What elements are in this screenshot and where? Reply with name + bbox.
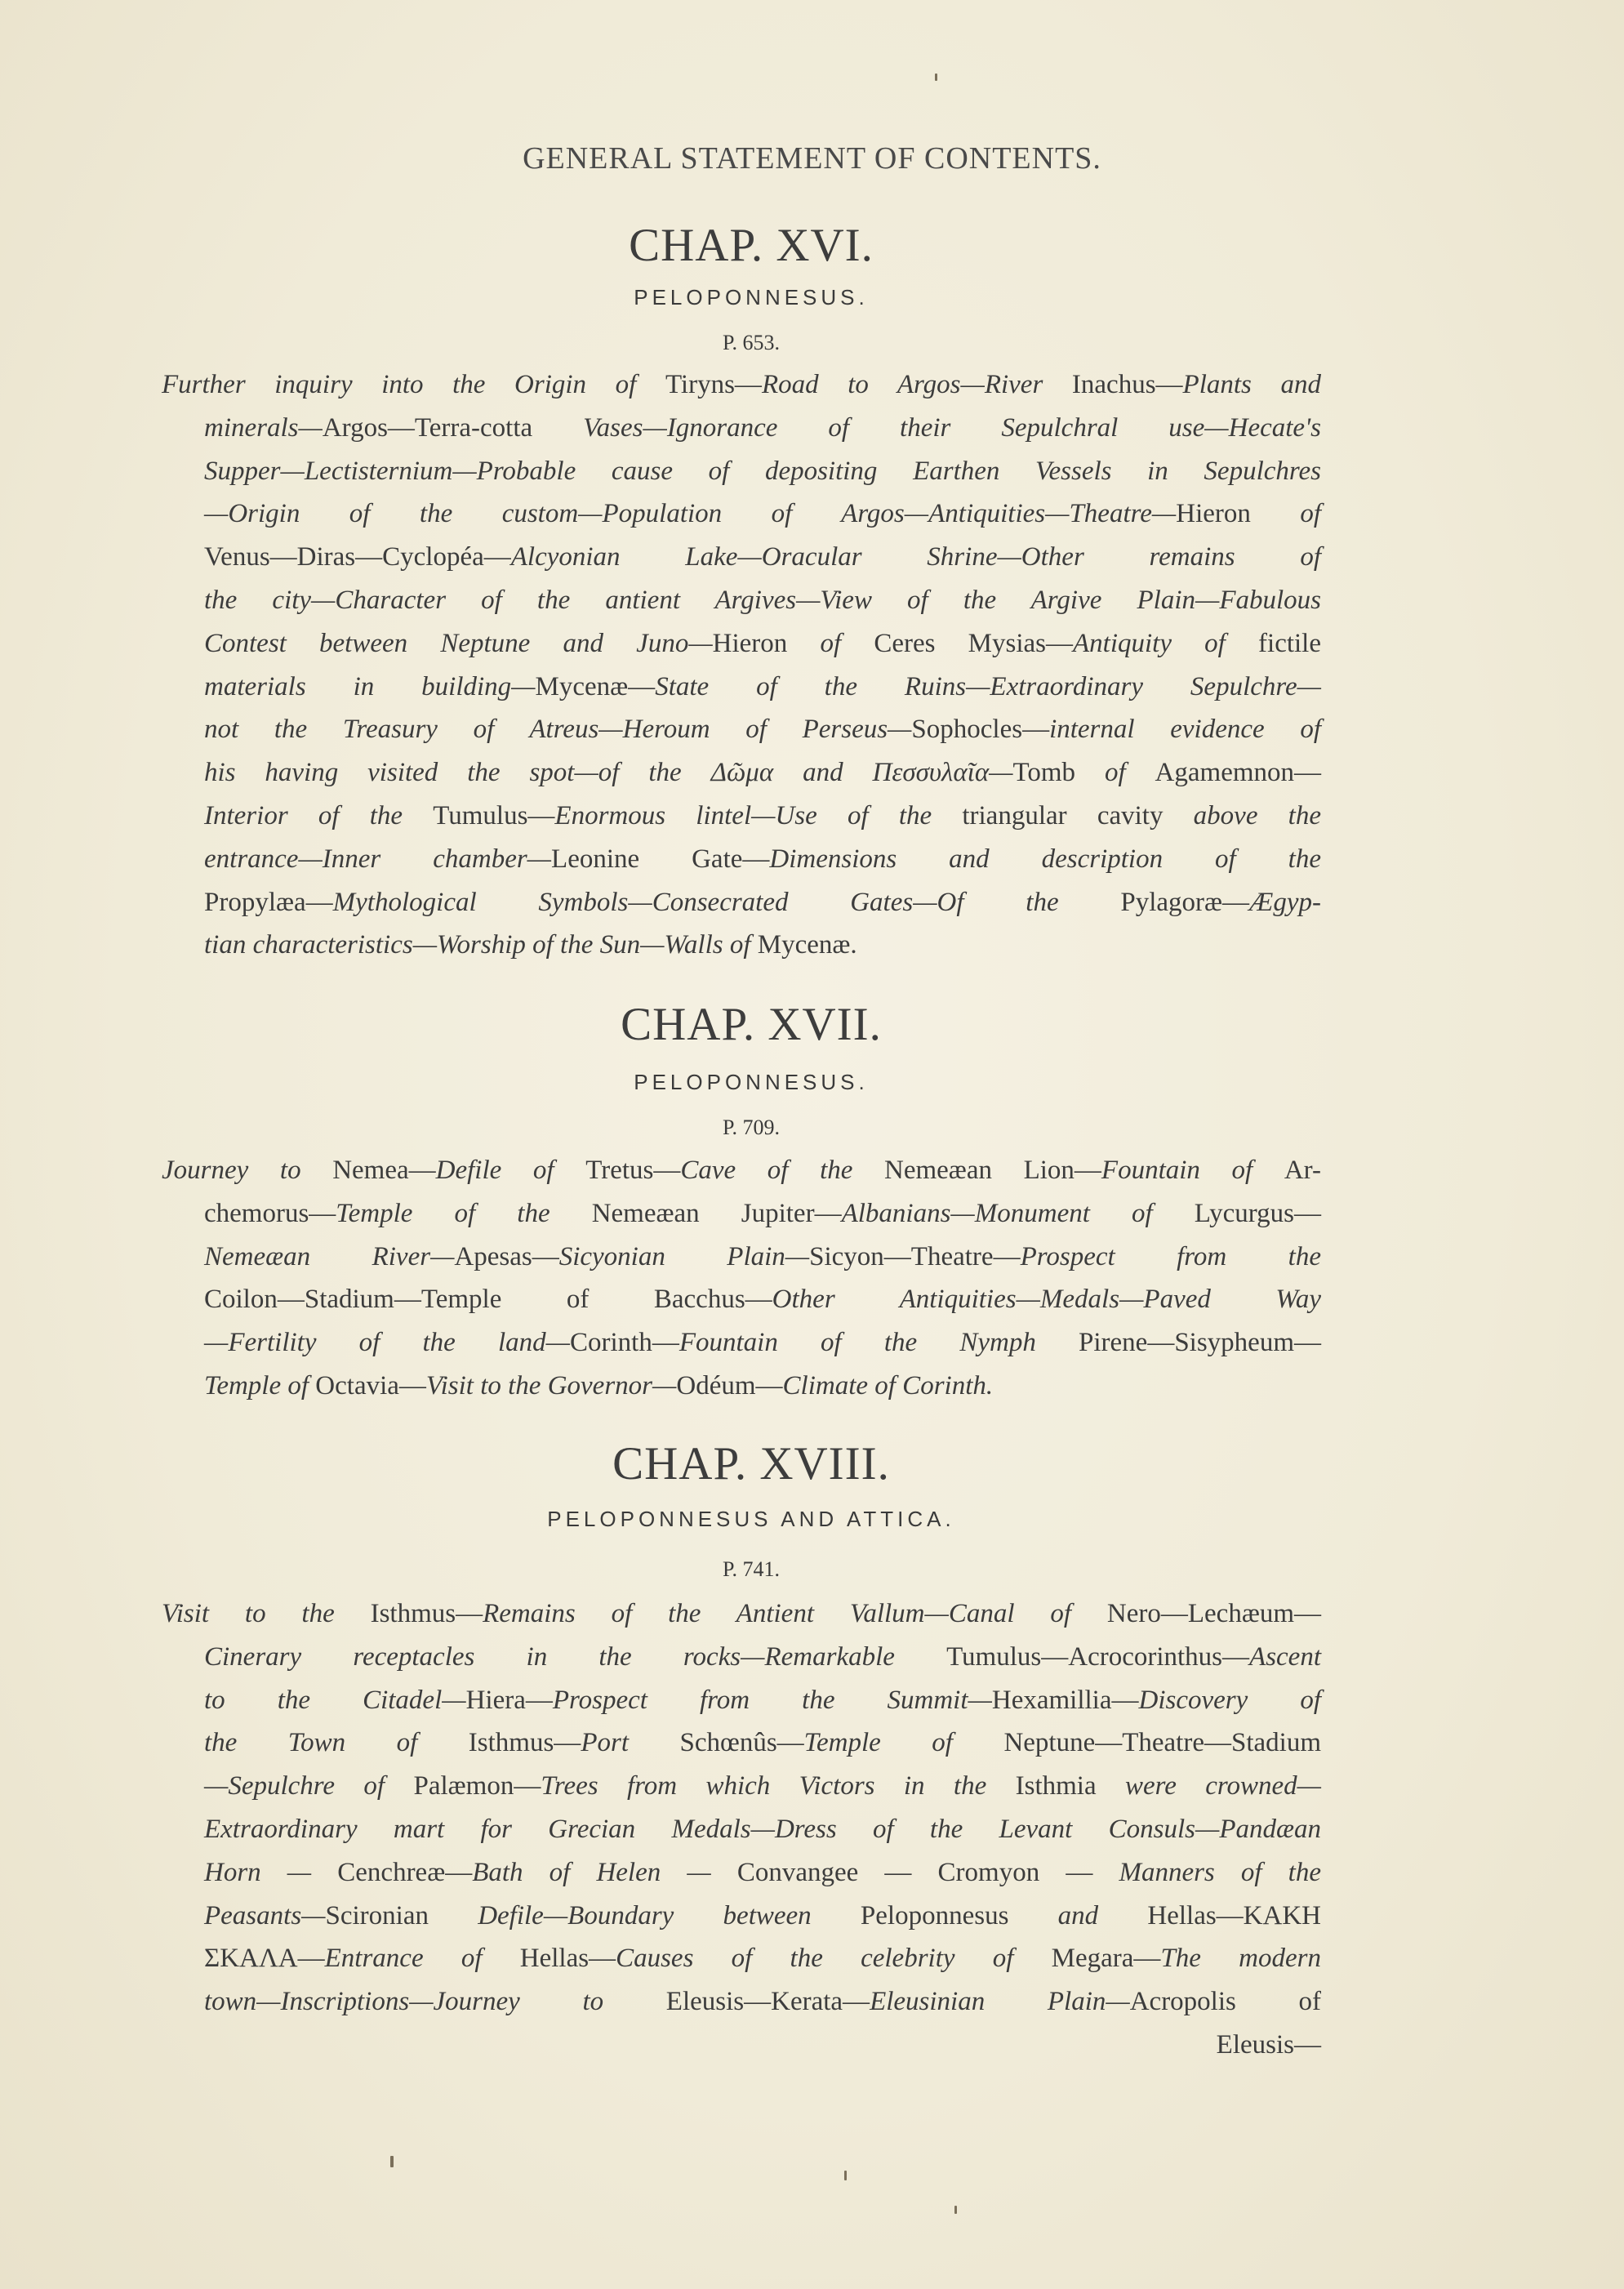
roman-text: Mycenæ—	[535, 671, 656, 701]
roman-text: Odéum—	[676, 1370, 783, 1401]
italic-text: Temple of	[204, 1370, 316, 1401]
roman-text: Acropolis of	[1129, 1987, 1322, 2017]
roman-text: Nero—Lechæum—	[1106, 1599, 1322, 1628]
italic-text: the Town of	[204, 1728, 469, 1758]
roman-text: Nemeæan Lion—	[884, 1156, 1101, 1185]
chapter-title: CHAP. XVIII.	[612, 1438, 890, 1490]
summary-line	[162, 1149, 1321, 1192]
italic-text: Climate of Corinth.	[782, 1370, 994, 1401]
italic-text: Journey to	[162, 1156, 333, 1185]
italic-text: Ascent	[1249, 1641, 1321, 1672]
roman-text: Hellas—ΚΑΚΗ	[1147, 1900, 1322, 1931]
italic-text: Ægyp-	[1249, 887, 1321, 917]
roman-text: Propylæa—	[204, 887, 333, 917]
summary-line	[204, 924, 1321, 967]
italic-text: of	[1300, 499, 1321, 529]
foxing-speck	[954, 2206, 957, 2214]
roman-text: Hiera—	[465, 1685, 553, 1715]
italic-text: minerals—	[204, 412, 323, 443]
italic-text: town—Inscriptions—Journey to	[204, 1987, 666, 2017]
italic-text: Plants and	[1182, 370, 1321, 399]
summary-line	[204, 1236, 1321, 1279]
italic-text: Temple of the	[336, 1198, 592, 1228]
italic-text: Alcyonian Lake—Oracular Shrine—Other remains of	[510, 542, 1321, 572]
roman-text: Hieron	[712, 628, 821, 658]
italic-text: —Sepulchre of	[204, 1771, 414, 1801]
roman-text: Isthmus—	[468, 1728, 581, 1758]
italic-text: Enormous lintel—Use of the	[554, 800, 963, 831]
roman-text: Peloponnesus	[860, 1900, 1058, 1931]
italic-text: and	[1057, 1900, 1148, 1931]
italic-text: Visit to the Governor—	[425, 1370, 677, 1401]
roman-text: fictile	[1258, 628, 1321, 658]
summary-line	[162, 363, 1321, 407]
summary-line	[204, 795, 1321, 838]
italic-text: Road to Argos—River	[761, 370, 1072, 399]
roman-text: Scironian	[325, 1900, 478, 1931]
roman-text: Apesas—	[454, 1241, 559, 1271]
italic-text: not the Treasury of Atreus—Heroum of Perseus—	[204, 715, 912, 745]
italic-text: —Fertility of the land—	[204, 1328, 570, 1358]
summary-line	[204, 1679, 1321, 1722]
summary-line	[204, 407, 1321, 450]
roman-text: Tumulus—	[433, 800, 555, 831]
roman-text: Eleusis—	[1216, 2029, 1321, 2060]
roman-text: Pirene—Sisypheum—	[1079, 1328, 1321, 1358]
italic-text: Fountain of	[1101, 1156, 1284, 1185]
italic-text: State of the Ruins—Extraordinary Sepulchre—	[655, 671, 1322, 701]
summary-line	[204, 666, 1321, 709]
roman-text: Hieron	[1176, 499, 1301, 529]
roman-text: Hexamillia—	[991, 1685, 1139, 1715]
italic-text: Dimensions and description of the	[769, 844, 1321, 874]
italic-text: Trees from which Victors in the	[541, 1771, 1016, 1801]
roman-text: Leonine Gate—	[551, 844, 770, 874]
foxing-speck	[844, 2171, 847, 2180]
summary-line	[204, 536, 1321, 579]
foxing-speck	[390, 2156, 394, 2167]
roman-text: Neptune—Theatre—Stadium	[1003, 1728, 1321, 1758]
roman-text: Corinth—	[570, 1328, 679, 1358]
roman-text: Coilon—Stadium—Temple of Bacchus—	[204, 1285, 772, 1315]
roman-text: Megara—	[1051, 1944, 1161, 1974]
italic-text: internal evidence of	[1049, 715, 1321, 745]
chapter-summary	[162, 1149, 1321, 1408]
foxing-speck	[935, 73, 937, 81]
summary-line	[204, 708, 1321, 751]
roman-text: Eleusis—Kerata—	[665, 1987, 870, 2017]
summary-line	[204, 579, 1321, 622]
summary-line	[204, 2024, 1321, 2067]
summary-line	[204, 1321, 1321, 1365]
italic-text: his having visited the spot—of the Δῶμα and Πεσσυλαῖα—	[204, 758, 1013, 788]
italic-text: Fountain of the Nymph	[679, 1328, 1079, 1358]
italic-text: Mythological Symbols—Consecrated Gates—Of the	[332, 887, 1121, 917]
roman-text: Tiryns—	[665, 370, 762, 399]
summary-line	[204, 492, 1321, 536]
page-header: GENERAL STATEMENT OF CONTENTS.	[523, 141, 1101, 176]
italic-text: Extraordinary mart for Grecian Medals—Dress of the Levant Consuls—Pandæan	[204, 1814, 1321, 1844]
italic-text: Horn —	[204, 1857, 338, 1887]
italic-text: to the Citadel—	[204, 1685, 466, 1715]
italic-text: —Origin of the custom—Population of Argos—Antiquities—Theatre—	[204, 499, 1177, 529]
roman-text: Tretus—	[585, 1156, 681, 1185]
roman-text: Inachus—	[1071, 370, 1183, 399]
summary-line	[204, 1278, 1321, 1321]
italic-text: Defile of	[435, 1156, 586, 1185]
summary-line	[162, 1592, 1321, 1636]
roman-text: Nemea—	[332, 1156, 436, 1185]
roman-text: triangular cavity	[962, 800, 1194, 831]
roman-text: Venus—Diras—Cyclopéa—	[204, 542, 511, 572]
italic-text: Port	[581, 1728, 680, 1758]
roman-text: Lycurgus—	[1194, 1198, 1321, 1228]
italic-text: Prospect from the Summit—	[552, 1685, 992, 1715]
roman-text: Tomb	[1012, 758, 1105, 788]
roman-text: Sophocles—	[911, 715, 1050, 745]
chapter-region: PELOPONNESUS.	[634, 1070, 869, 1094]
italic-text: Supper—Lectisternium—Probable cause of depositing Earthen Vessels in Sepulchres	[204, 456, 1321, 486]
summary-line	[204, 1192, 1321, 1236]
roman-text: Convangee — Cromyon —	[736, 1857, 1119, 1887]
summary-line	[204, 1721, 1321, 1765]
roman-text: Isthmia	[1015, 1771, 1125, 1801]
italic-text: Interior of the	[204, 800, 434, 831]
italic-text: Antiquity of	[1073, 628, 1259, 658]
summary-line	[204, 1365, 1321, 1408]
roman-text: chemorus—	[204, 1198, 336, 1228]
roman-text: Nemeæan Jupiter—	[591, 1198, 842, 1228]
summary-line	[204, 1636, 1321, 1679]
italic-text: Eleusinian Plain—	[870, 1987, 1130, 2017]
roman-text: Sicyon—Theatre—	[809, 1241, 1021, 1271]
italic-text: Nemeæan River—	[204, 1241, 455, 1271]
summary-line	[204, 1808, 1321, 1851]
roman-text: Hellas—	[519, 1944, 616, 1974]
roman-text: Tumulus—Acrocorinthus—	[946, 1641, 1250, 1672]
italic-text: Sicyonian Plain—	[558, 1241, 810, 1271]
italic-text: Peasants—	[204, 1900, 326, 1931]
italic-text: Contest between Neptune and Juno—	[204, 628, 713, 658]
chapter-region: PELOPONNESUS.	[634, 285, 869, 310]
italic-text: Temple of	[803, 1728, 1004, 1758]
italic-text: Visit to the	[162, 1599, 371, 1628]
roman-text: Cenchreæ—	[337, 1857, 473, 1887]
roman-text: Schœnûs—	[679, 1728, 804, 1758]
roman-text: ΣΚΑΛΑ—	[204, 1944, 325, 1974]
roman-text: Mycenæ.	[757, 930, 857, 960]
italic-text: the city—Character of the antient Argives—View of the Argive Plain—Fabulous	[204, 585, 1321, 615]
roman-text: Ar-	[1284, 1156, 1321, 1185]
italic-text: Bath of Helen —	[472, 1857, 737, 1887]
summary-line	[204, 1980, 1321, 2024]
chapter-region: PELOPONNESUS AND ATTICA.	[547, 1507, 955, 1531]
summary-line	[204, 1765, 1321, 1808]
summary-line	[204, 1851, 1321, 1895]
summary-line	[204, 622, 1321, 666]
italic-text: Discovery of	[1138, 1685, 1321, 1715]
italic-text: The modern	[1160, 1944, 1321, 1974]
roman-text: Ceres Mysias—	[874, 628, 1074, 658]
italic-text: Other Antiquities—Medals—Paved Way	[772, 1285, 1321, 1315]
italic-text: Vases—Ignorance of their Sepulchral use—Hecate's	[583, 412, 1321, 443]
roman-text: Argos—Terra-cotta	[322, 412, 584, 443]
summary-line	[204, 450, 1321, 493]
italic-text: of	[820, 628, 874, 658]
italic-text: Causes of the celebrity of	[616, 1944, 1052, 1974]
italic-text: Manners of the	[1119, 1857, 1321, 1887]
chapter-summary	[162, 363, 1321, 967]
summary-line	[204, 1895, 1321, 1938]
chapter-summary	[162, 1592, 1321, 2067]
italic-text: Further inquiry into the Origin of	[162, 370, 665, 399]
chapter-page-ref: P. 653.	[722, 331, 781, 354]
summary-line	[204, 1937, 1321, 1980]
italic-text: Albanians—Monument of	[841, 1198, 1195, 1228]
roman-text: Isthmus—	[370, 1599, 483, 1628]
italic-text: tian characteristics—Worship of the Sun—Walls of	[204, 930, 758, 960]
italic-text: Cinerary receptacles in the rocks—Remarkable	[204, 1641, 947, 1672]
italic-text: were crowned—	[1124, 1771, 1322, 1801]
roman-text: Pylagoræ—	[1120, 887, 1250, 917]
roman-text: Agamemnon—	[1155, 758, 1322, 788]
italic-text: above the	[1193, 800, 1321, 831]
chapter-page-ref: P. 741.	[722, 1557, 781, 1581]
italic-text: materials in building—	[204, 671, 536, 701]
italic-text: Defile—Boundary between	[478, 1900, 861, 1931]
summary-line	[204, 751, 1321, 795]
summary-line	[204, 881, 1321, 924]
roman-text: Palæmon—	[413, 1771, 541, 1801]
italic-text: Prospect from the	[1020, 1241, 1321, 1271]
italic-text: Cave of the	[680, 1156, 885, 1185]
chapter-title: CHAP. XVI.	[629, 220, 874, 271]
italic-text: Entrance of	[324, 1944, 520, 1974]
italic-text: entrance—Inner chamber—	[204, 844, 552, 874]
italic-text: of	[1104, 758, 1155, 788]
summary-line	[204, 838, 1321, 881]
roman-text: Octavia—	[315, 1370, 426, 1401]
chapter-page-ref: P. 709.	[722, 1116, 781, 1139]
chapter-title: CHAP. XVII.	[621, 999, 882, 1050]
italic-text: Remains of the Antient Vallum—Canal of	[483, 1599, 1107, 1628]
